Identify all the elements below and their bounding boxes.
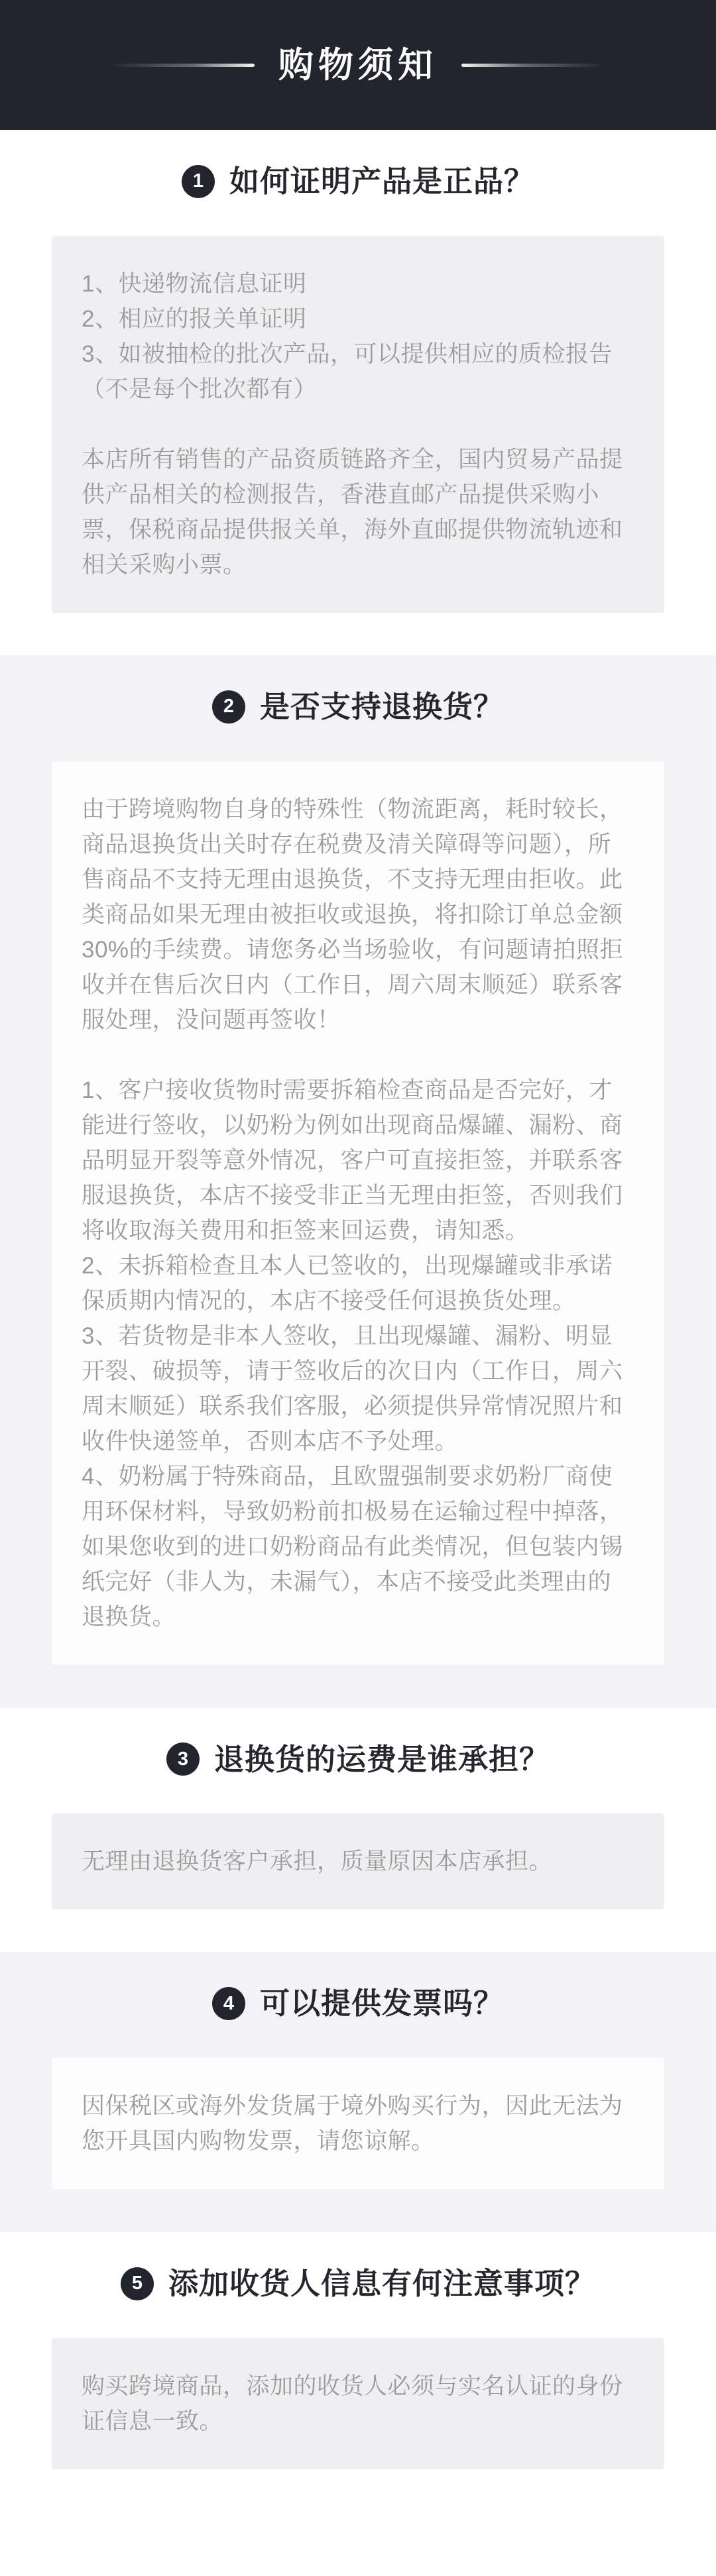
title-right-divider-line <box>461 64 602 67</box>
bottom-whitespace <box>0 2512 716 2557</box>
section-return-shipping-fee <box>0 1708 716 1953</box>
paragraph: 因保税区或海外发货属于境外购买行为，因此无法为您开具国内购物发票，请您谅解。 <box>82 2093 623 2154</box>
section-3-number-badge: 3 <box>166 1743 200 1776</box>
paragraph: 本店所有销售的产品资质链路齐全，国内贸易产品提供产品相关的检测报告，香港直邮产品提供采购小票，保税商品提供报关单，海外直邮提供物流轨迹和相关采购小票。 <box>82 446 623 578</box>
list-item: 2、未拆箱检查且本人已签收的，出现爆罐或非承诺保质期内情况的，本店不接受任何退换货处理。 <box>82 1252 613 1314</box>
list-item: 4、奶粉属于特殊商品，且欧盟强制要求奶粉厂商使用环保材料，导致奶粉前扣极易在运输过程中掉落，如果您收到的进口奶粉商品有此类情况，但包装内锡纸完好（非人为，未漏气），本店不接受此类理由的退换货。 <box>82 1463 623 1630</box>
section-2-heading <box>0 690 716 724</box>
section-1-content-box <box>52 236 664 613</box>
page-title: 购物须知 <box>278 45 438 85</box>
list-item: 1、快递物流信息证明 <box>82 270 307 297</box>
title-left-divider-line <box>114 64 255 67</box>
section-1-heading <box>0 164 716 199</box>
paragraph: 由于跨境购物自身的特殊性（物流距离，耗时较长，商品退换货出关时存在税费及清关障碍等问题），所售商品不支持无理由退换货，不支持无理由拒收。此类商品如果无理由被拒收或退换，将扣除订单总金额30%的手续费。请您务必当场验收，有问题请拍照拒收并在售后次日内（工作日，周六周末顺延）联系客服处理，没问题再签收！ <box>82 796 624 1033</box>
section-1-title: 如何证明产品是正品？ <box>229 164 534 198</box>
section-5-heading <box>0 2267 716 2301</box>
section-5-number-badge: 5 <box>121 2267 154 2300</box>
paragraph: 购买跨境商品，添加的收货人必须与实名认证的身份证信息一致。 <box>82 2373 623 2434</box>
section-returns-policy <box>0 655 716 1708</box>
section-5-title: 添加收货人信息有何注意事项？ <box>168 2267 595 2300</box>
section-2-number-badge: 2 <box>212 690 245 724</box>
list-item: 1、客户接收货物时需要拆箱检查商品是否完好，才能进行签收，以奶粉为例如出现商品爆罐、漏粉、商品明显开裂等意外情况，客户可直接拒签，并联系客服退换货，本店不接受非正当无理由拒签，否则我们将收取海关费用和拒签来回运费，请知悉。 <box>82 1077 623 1244</box>
paragraph: 无理由退换货客户承担，质量原因本店承担。 <box>82 1849 553 1875</box>
section-3-heading <box>0 1743 716 1777</box>
section-3-content-box <box>52 1813 664 1909</box>
section-5-content-box <box>52 2338 664 2469</box>
section-2-content-box <box>52 761 664 1665</box>
section-recipient-info <box>0 2232 716 2512</box>
list-item: 3、如被抽检的批次产品，可以提供相应的质检报告（不是每个批次都有） <box>82 341 613 402</box>
section-4-heading <box>0 1986 716 2021</box>
section-4-number-badge: 4 <box>212 1987 245 2020</box>
section-invoice <box>0 1952 716 2232</box>
section-4-title: 可以提供发票吗？ <box>259 1986 504 2021</box>
section-1-number-badge: 1 <box>182 165 215 198</box>
section-3-title: 退换货的运费是谁承担？ <box>213 1742 550 1776</box>
list-item: 2、相应的报关单证明 <box>82 305 307 332</box>
section-authenticity <box>0 130 716 655</box>
section-4-content-box <box>52 2058 664 2189</box>
list-item: 3、若货物是非本人签收，且出现爆罐、漏粉、明显开裂、破损等，请于签收后的次日内（工作日，周六周末顺延）联系我们客服，必须提供异常情况照片和收件快递签单，否则本店不予处理。 <box>82 1322 623 1454</box>
page-header <box>0 0 716 130</box>
section-2-title: 是否支持退换货？ <box>259 689 504 724</box>
